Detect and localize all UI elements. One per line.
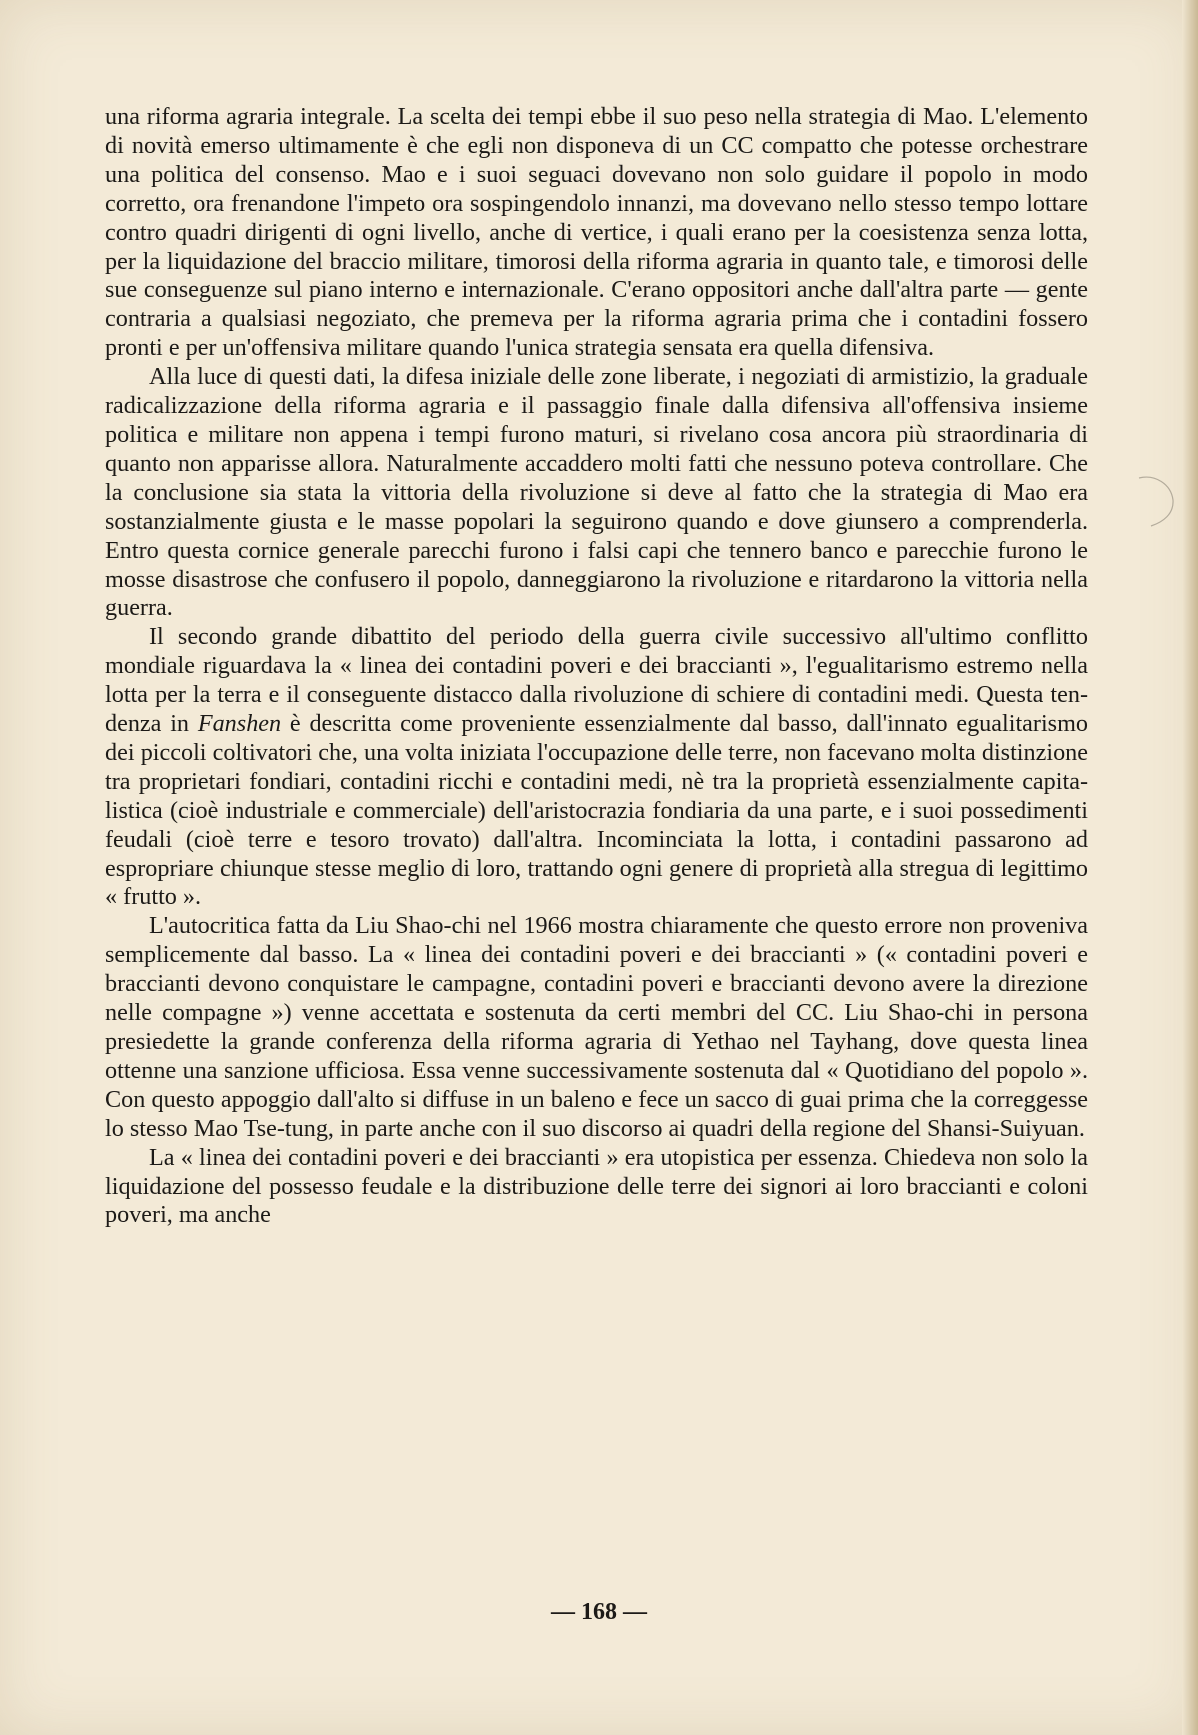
paragraph-3-part-2: è descritta come proveniente essenzialmente dal basso, dall'innato egualitarismo dei piccoli coltivatori che, una volta iniziata l'occupazione delle terre, non facevano molta distinzione tra proprietari fondiari, contadini ricchi e contadini medi, nè tra la proprietà essenzialmente capitalistica (cioè industriale e commerciale) dell'aristocrazia fondiaria da una parte, e i suoi possedimenti feudali (cioè terre e tesoro trovato) dall'altra. Incominciata la lotta, i contadini passarono ad espropriare chiunque stesse meglio di loro, trattando ogni genere di proprietà alla stregua di legittimo « frutto ». — [105, 710, 1088, 911]
pencil-mark-icon — [1137, 470, 1177, 540]
paragraph-3 — [105, 623, 1088, 912]
paragraph-1: una riforma agraria integrale. La scelta dei tempi ebbe il suo peso nella strategia di Mao. L'elemento di novità emerso ultimamente è che egli non disponeva di un CC compatto che potesse orchestrare una politica del consenso. Mao e i suoi seguaci dovevano non solo guidare il popolo in modo corretto, ora frenandone l'impeto ora sospingendolo innanzi, ma dovevano nello stesso tempo lottare contro quadri dirigenti di ogni livello, anche di vertice, i quali erano per la coesistenza senza lotta, per la liquidazione del braccio militare, timorosi della riforma agraria in quanto tale, e timorosi delle sue conseguenze sul piano interno e internazionale. C'erano oppositori anche dall'altra parte — gente contraria a qualsiasi negoziato, che premeva per la riforma agraria prima che i contadini fossero pronti e per un'offensiva militare quando l'unica strategia sensata era quella difensiva. — [105, 103, 1088, 362]
paragraph-4: L'autocritica fatta da Liu Shao-chi nel 1966 mostra chiaramente che questo errore non proveniva semplicemente dal basso. La « linea dei contadini poveri e dei braccianti » (« contadini poveri e braccianti devono conquistare le campagne, contadini poveri e braccianti devono avere la direzione nelle compagne ») venne accettata e sostenuta da certi membri del CC. Liu Shao-chi in persona presiedette la grande conferenza della riforma agraria di Yethao nel Tayhang, dove questa linea ottenne una sanzione ufficiosa. Essa venne successivamente sostenuta dal « Quotidiano del popolo ». Con questo appoggio dall'alto si diffuse in un baleno e fece un sacco di guai prima che la correggesse lo stesso Mao Tse-tung, in parte anche con il suo discorso ai quadri della regione del Shansi-Suiyuan. — [105, 912, 1088, 1142]
page-number: — 168 — — [551, 1599, 647, 1625]
book-title-fanshen: Fanshen — [197, 710, 282, 738]
paragraph-2: Alla luce di questi dati, la difesa iniziale delle zone liberate, i negoziati di armistizio, la graduale radicalizzazione della riforma agraria e il passaggio finale dalla difensiva all'offensiva insieme politica e militare non appena i tempi furono maturi, si rivelano cosa ancora più straordinaria di quanto non apparisse allora. Naturalmente accaddero molti fatti che nessuno poteva controllare. Che la conclusione sia stata la vittoria della rivoluzione si deve al fatto che la strategia di Mao era sostanzialmente giusta e le masse popolari la seguirono quando e dove giunsero a comprenderla. Entro questa cornice generale parecchi furono i falsi capi che tennero banco e parecchie furono le mosse disastrose che confusero il popolo, danneggiarono la rivoluzione e ritardarono la vittoria nella guerra. — [105, 363, 1088, 622]
body-text — [105, 103, 1088, 1230]
paragraph-3-part-1: Il secondo grande dibattito del periodo della guerra civile successivo all'ultimo conflitto mondiale riguardava la « linea dei contadini poveri e dei braccianti », l'egualitarismo estremo nella lotta per la terra e il conseguente distacco dalla rivoluzione di schiere di contadini medi. Questa tendenza in — [105, 623, 1088, 738]
page-edge-shadow — [1182, 0, 1198, 1735]
paragraph-5: La « linea dei contadini poveri e dei braccianti » era utopistica per essenza. Chiedeva non solo la liquidazione del possesso feudale e la distribuzione delle terre dei signori ai loro braccianti e coloni poveri, ma anche — [105, 1143, 1088, 1229]
